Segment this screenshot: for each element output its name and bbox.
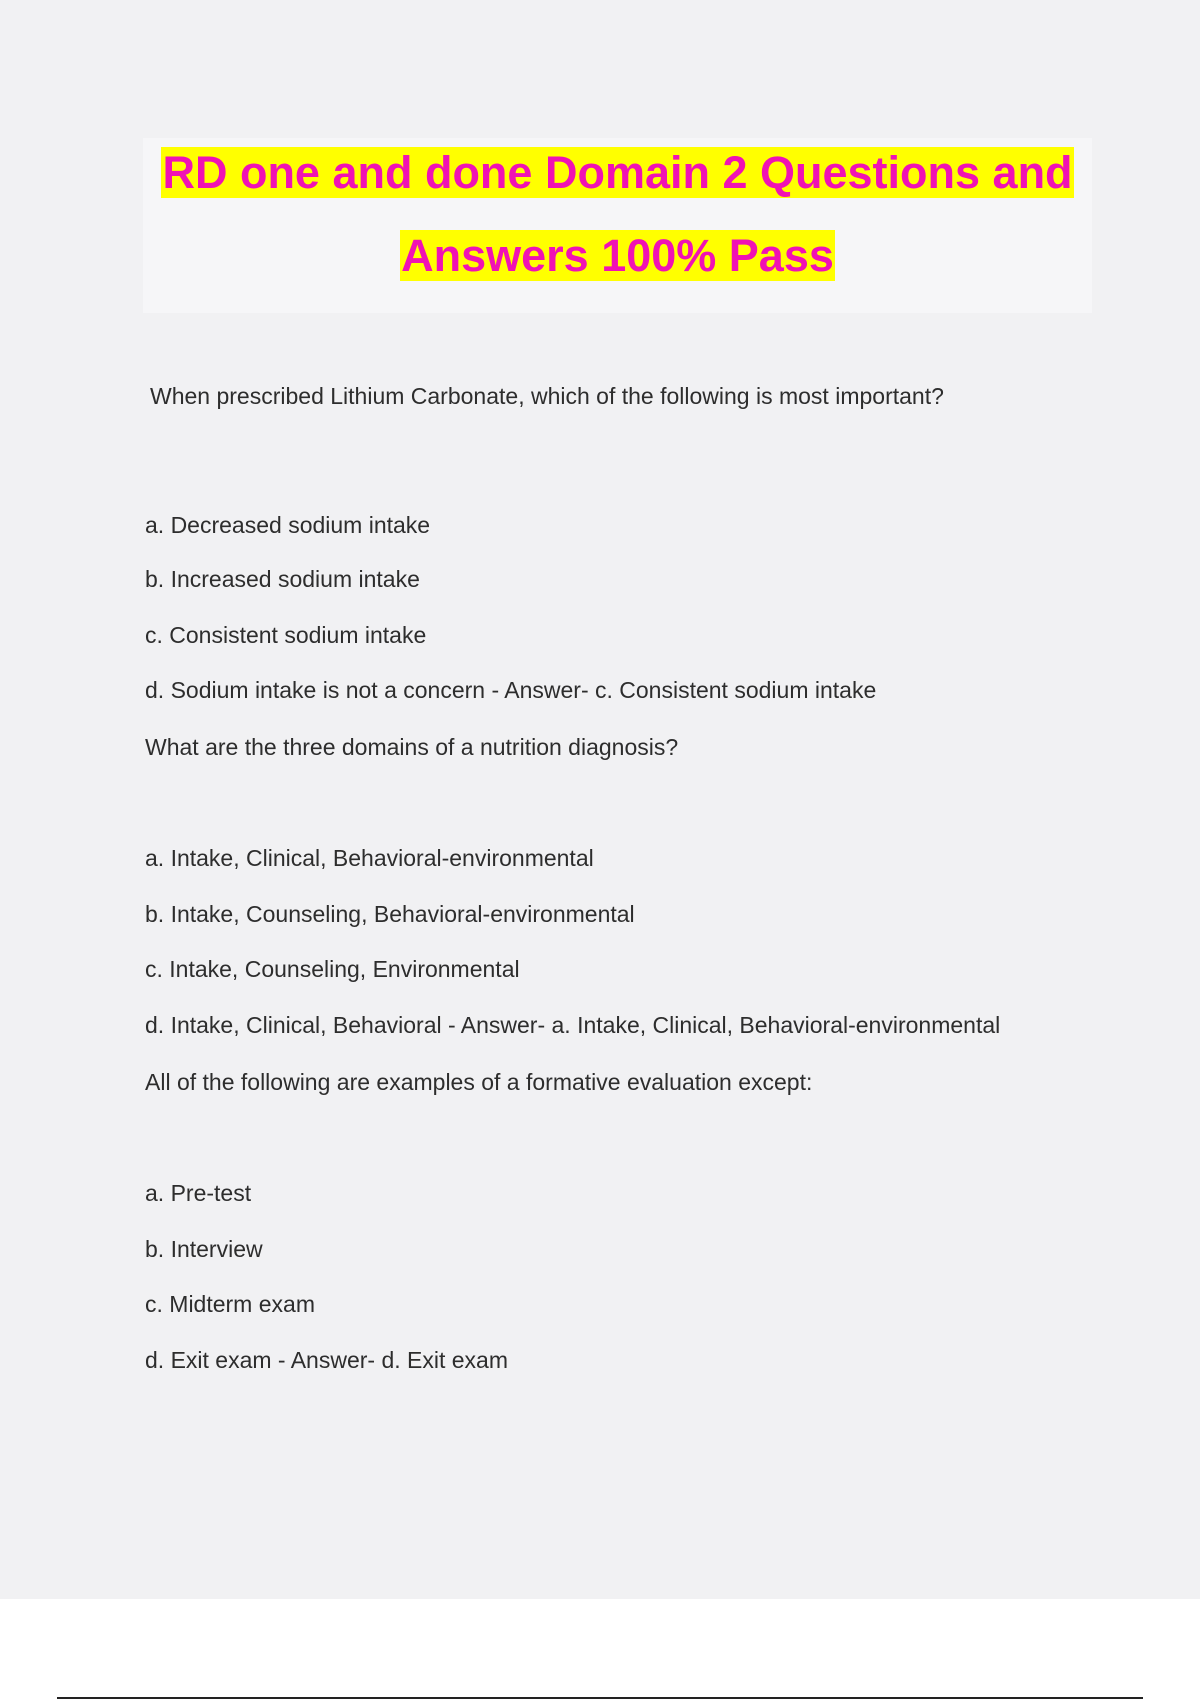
question-2-option-b: b. Intake, Counseling, Behavioral-environmental (145, 901, 635, 927)
footer-divider (57, 1697, 1143, 1699)
question-1-option-d-answer: d. Sodium intake is not a concern - Answer- c. Consistent sodium intake (145, 677, 877, 703)
question-3-text: All of the following are examples of a formative evaluation except: (145, 1069, 813, 1095)
question-1-option-c: c. Consistent sodium intake (145, 622, 427, 648)
question-1-text: When prescribed Lithium Carbonate, which of the following is most important? (150, 383, 944, 409)
question-3-option-d-answer: d. Exit exam - Answer- d. Exit exam (145, 1347, 509, 1373)
question-3-option-a: a. Pre-test (145, 1180, 252, 1206)
question-3-option-b: b. Interview (145, 1236, 263, 1262)
question-3-option-c: c. Midterm exam (145, 1291, 315, 1317)
question-2-text: What are the three domains of a nutrition diagnosis? (145, 734, 679, 760)
title-line-2 (143, 228, 1092, 284)
title-line-2-text: Answers 100% Pass (401, 230, 834, 281)
question-2-option-d-answer: d. Intake, Clinical, Behavioral - Answer- a. Intake, Clinical, Behavioral-environmental (145, 1012, 1001, 1038)
document-title (143, 138, 1092, 313)
question-1-option-a: a. Decreased sodium intake (145, 512, 431, 538)
question-2-option-a: a. Intake, Clinical, Behavioral-environmental (145, 845, 594, 871)
title-line-1 (143, 145, 1092, 201)
question-1-option-b: b. Increased sodium intake (145, 566, 420, 592)
question-2-option-c: c. Intake, Counseling, Environmental (145, 956, 520, 982)
title-line-1-text: RD one and done Domain 2 Questions and (162, 147, 1073, 198)
